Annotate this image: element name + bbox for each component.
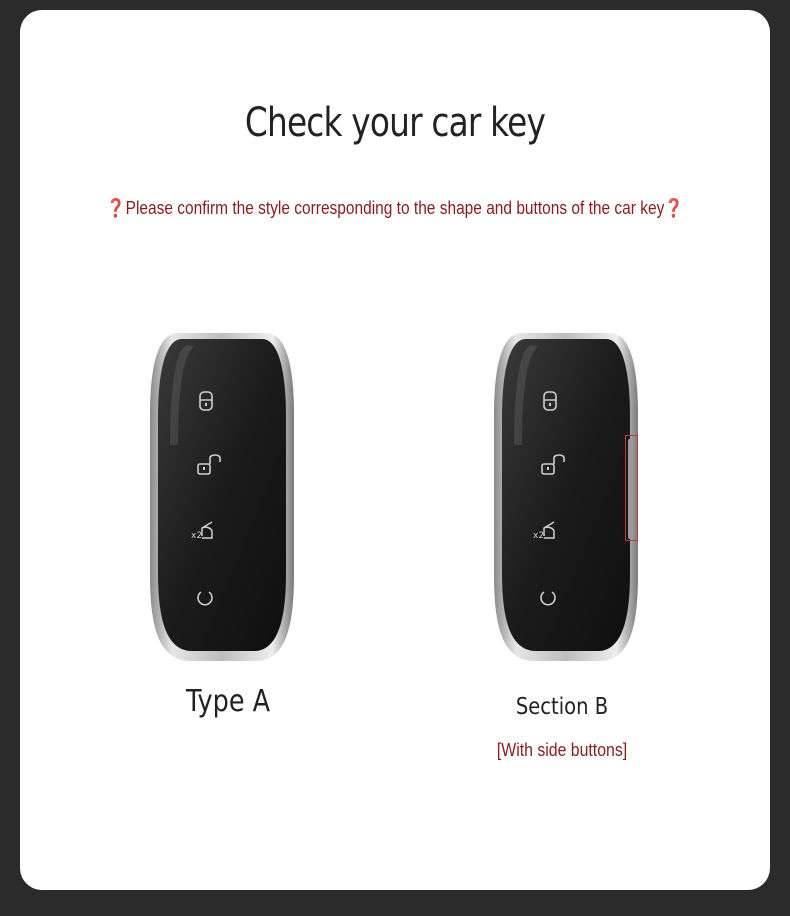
unlock-icon (196, 452, 226, 481)
option-b-note: [With side buttons] (496, 740, 628, 760)
key-type-b-image[interactable] (462, 325, 674, 665)
trunk-x2-icon (532, 518, 562, 549)
unlock-icon (540, 452, 570, 481)
power-icon (195, 587, 215, 612)
option-a-label: Type A (185, 684, 271, 719)
page-title: Check your car key (244, 100, 546, 146)
key-type-a-image[interactable] (118, 325, 330, 665)
svg-text:x2: x2 (533, 531, 545, 541)
trunk-x2-icon (190, 518, 220, 549)
option-b-label: Section B (515, 694, 609, 720)
lock-icon (540, 390, 560, 417)
svg-text:x2: x2 (191, 531, 203, 541)
power-icon (538, 587, 558, 612)
page-subtitle: ❓Please confirm the style corresponding to the shape and buttons of the car key❓ (106, 198, 684, 218)
side-buttons-highlight (625, 435, 638, 541)
lock-icon (196, 390, 216, 417)
